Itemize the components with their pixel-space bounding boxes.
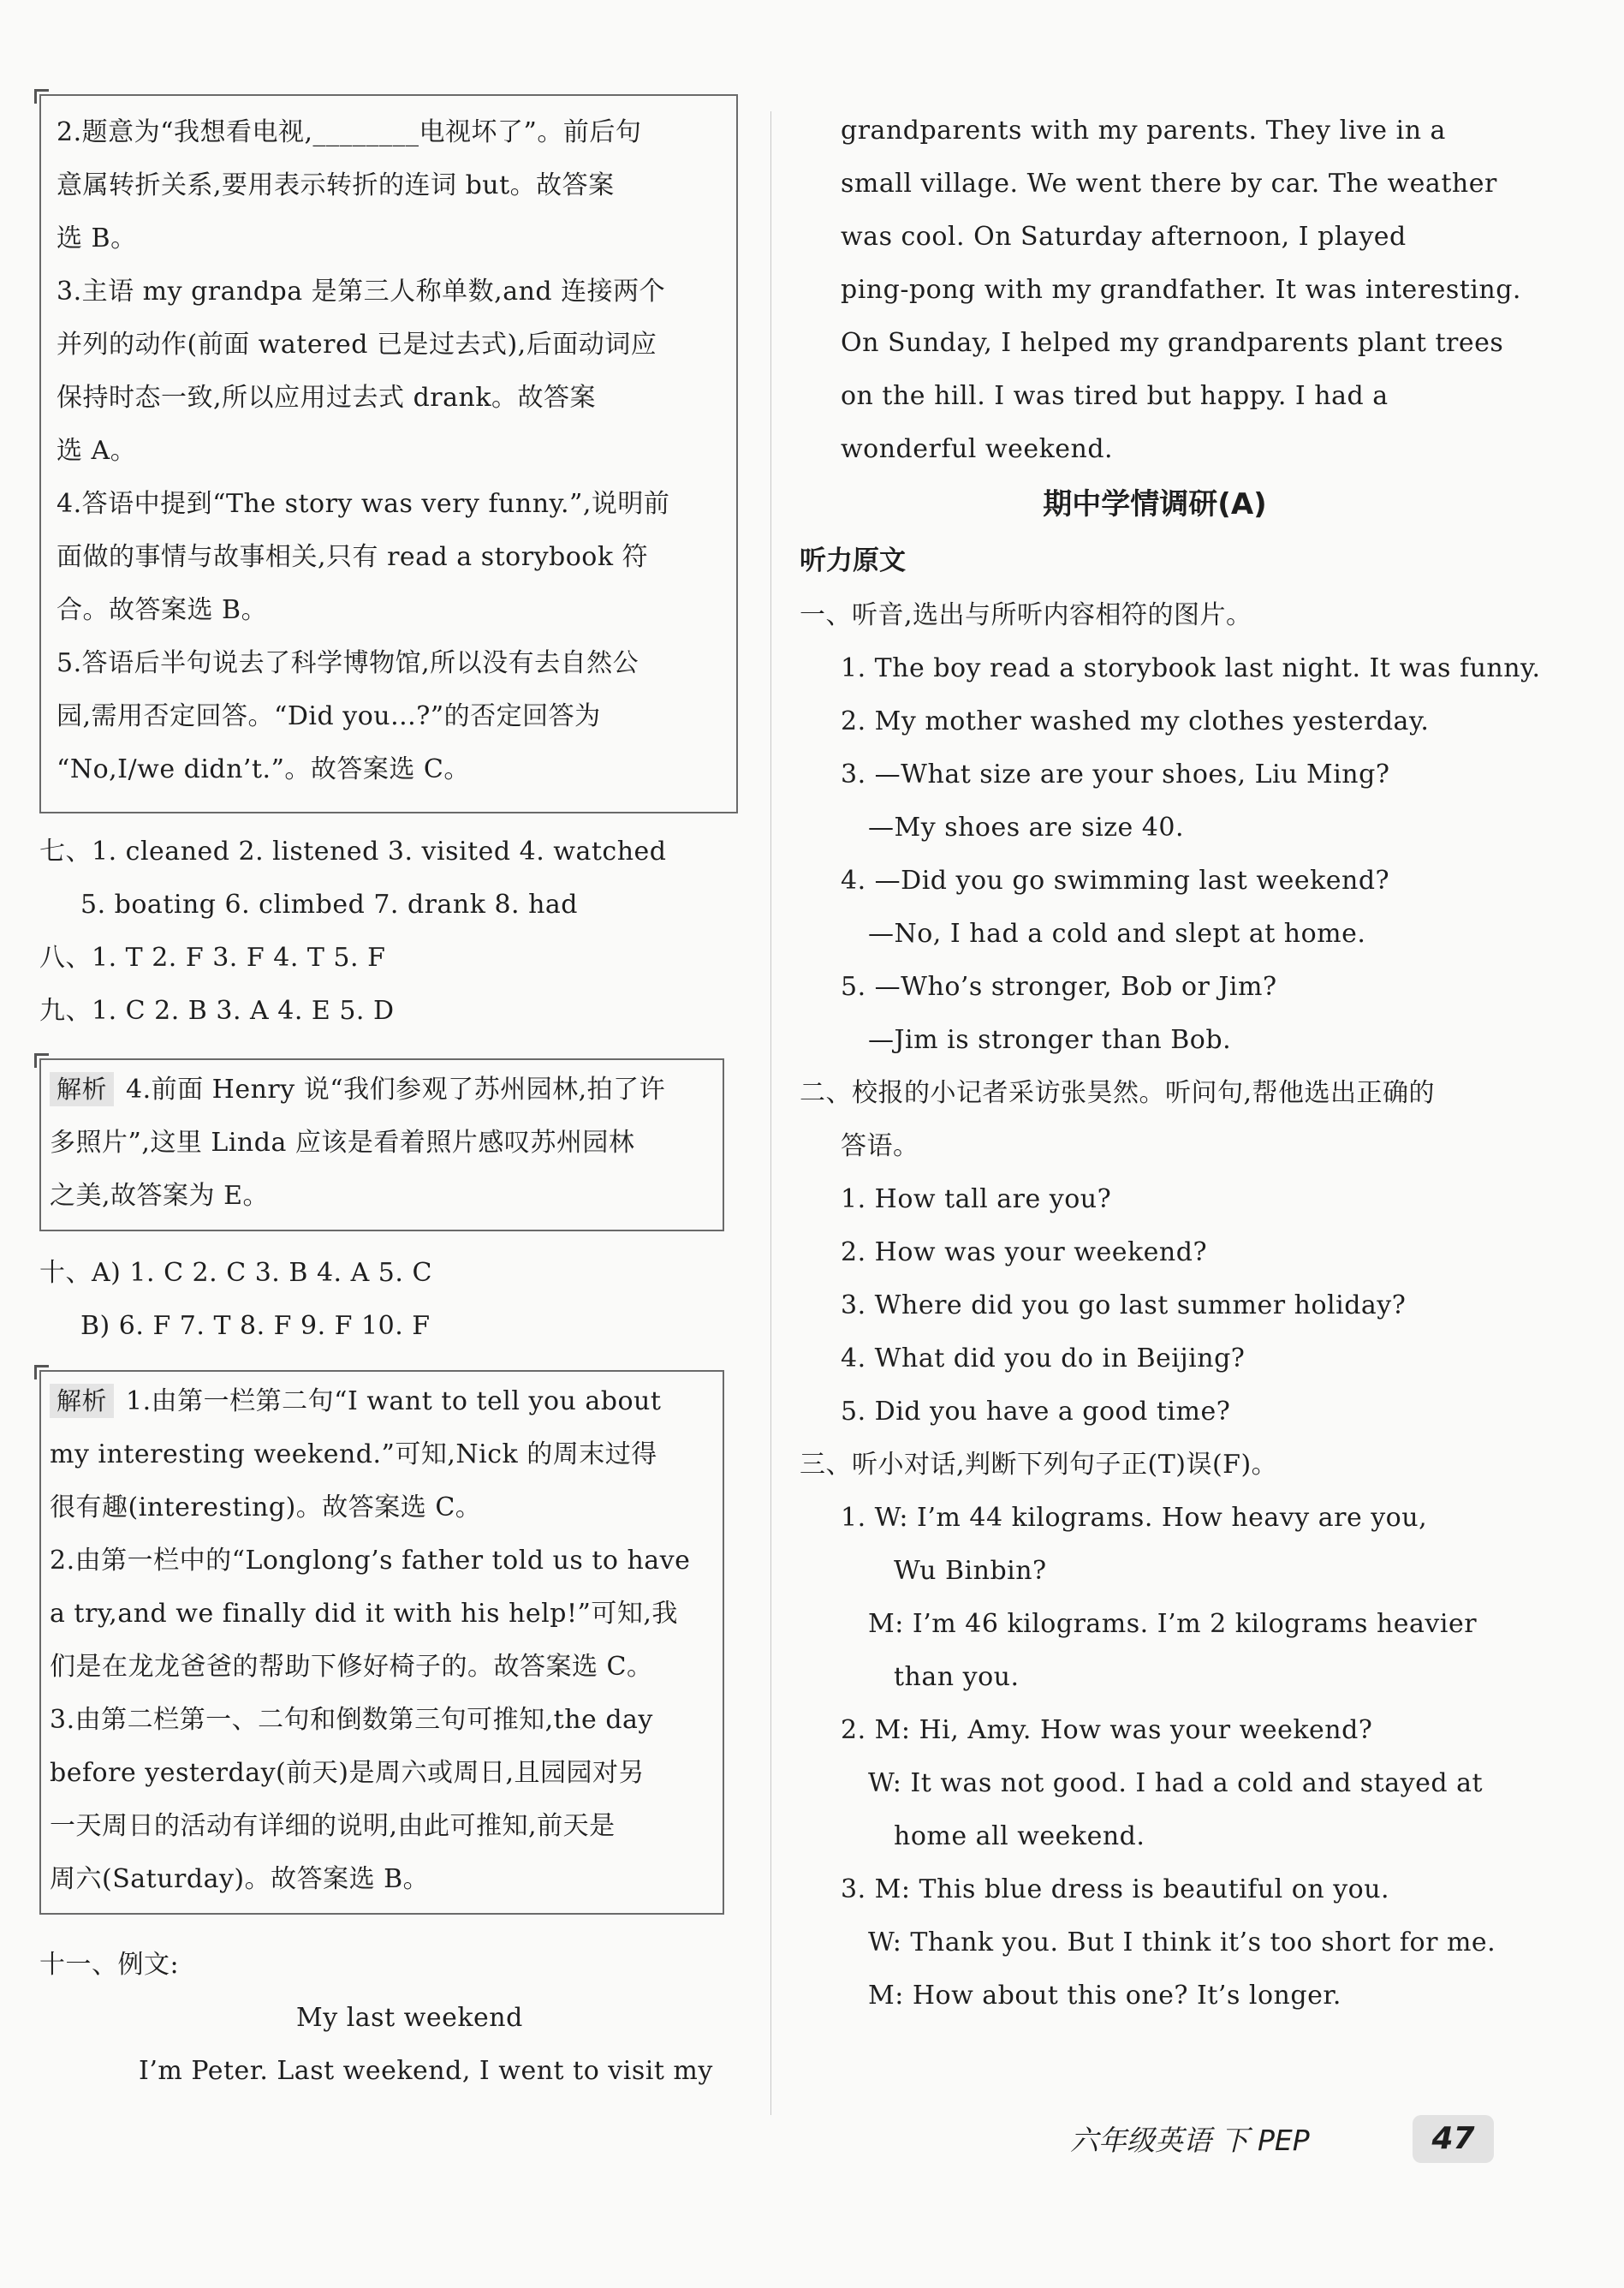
analysis-tag: 解析 (50, 1072, 114, 1106)
explanation-line (50, 1064, 707, 1117)
section-1-items (800, 642, 1541, 1067)
explanation-line: 之美,故答案为 E。 (50, 1181, 269, 1211)
box-corner-mark (34, 1365, 49, 1379)
essay-label: 十一、例文: (39, 1950, 180, 1980)
listening-item: 2. My mother washed my clothes yesterday. (841, 706, 1430, 736)
explanation-line: 2.题意为“我想看电视,________电视坏了”。前后句 (57, 117, 642, 147)
section-3-title: 三、听小对话,判断下列句子正(T)误(F)。 (800, 1450, 1278, 1480)
listening-item: 3. Where did you go last summer holiday? (841, 1290, 1407, 1320)
explanation-line: 面做的事情与故事相关,只有 read a storybook 符 (57, 542, 649, 572)
explanation-line: “No,I/we didn’t.”。故答案选 C。 (57, 754, 470, 784)
essay-first-line: I’m Peter. Last weekend, I went to visit my (139, 2056, 713, 2086)
answer-line: 八、1. T 2. F 3. F 4. T 5. F (39, 943, 386, 973)
essay-continuation (800, 104, 1521, 476)
answer-block-1 (39, 825, 741, 1038)
listening-item: —My shoes are size 40. (868, 813, 1184, 843)
explanation-line: a try,and we finally did it with his help!”可知,我 (50, 1599, 678, 1629)
explanation-line: 选 B。 (57, 223, 137, 253)
listening-item: 5. —Who’s stronger, Bob or Jim? (841, 972, 1277, 1002)
essay-line: was cool. On Saturday afternoon, I played (841, 222, 1407, 252)
section-3-items (800, 1492, 1510, 2023)
listening-item: 2. How was your weekend? (841, 1237, 1208, 1267)
answer-line: 5. boating 6. climbed 7. drank 8. had (80, 890, 579, 920)
listening-item: 1. The boy read a storybook last night. It was funny. (841, 653, 1541, 683)
explanation-line: 合。故答案选 B。 (57, 595, 268, 625)
explanation-line: 园,需用否定回答。“Did you...?”的否定回答为 (57, 701, 601, 731)
essay-line: wonderful weekend. (841, 434, 1114, 464)
essay-line: small village. We went there by car. The weather (841, 169, 1497, 199)
explanation-line: 3.由第二栏第一、二句和倒数第三句可推知,the day (50, 1705, 653, 1735)
explanation-text: 4.前面 Henry 说“我们参观了苏州园林,拍了许 (126, 1075, 666, 1105)
answer-line: B) 6. F 7. T 8. F 9. F 10. F (80, 1311, 431, 1341)
dialogue-line: Wu Binbin? (894, 1556, 1047, 1586)
dialogue-line: W: Thank you. But I think it’s too short for me. (868, 1928, 1496, 1957)
explanation-line: 很有趣(interesting)。故答案选 C。 (50, 1493, 482, 1522)
column-divider (770, 111, 771, 2115)
answer-line: 十、A) 1. C 2. C 3. B 4. A 5. C (39, 1258, 432, 1288)
book-footer-label: 六年级英语 下 PEP (1070, 2124, 1310, 2157)
listening-item: —No, I had a cold and slept at home. (868, 919, 1366, 949)
section-heading: 期中学情调研(A) (1043, 487, 1267, 521)
explanation-text: 1.由第一栏第二句“I want to tell you about (126, 1386, 662, 1416)
explanation-line: 们是在龙龙爸爸的帮助下修好椅子的。故答案选 C。 (50, 1652, 653, 1682)
dialogue-line: 2. M: Hi, Amy. How was your weekend? (841, 1715, 1373, 1745)
explanation-line: 并列的动作(前面 watered 已是过去式),后面动词应 (57, 330, 657, 360)
answer-block-2 (39, 1247, 741, 1353)
explanation-line: 4.答语中提到“The story was very funny.”,说明前 (57, 489, 670, 519)
explanation-line: 保持时态一致,所以应用过去式 drank。故答案 (57, 383, 597, 413)
explanation-line: 选 A。 (57, 436, 137, 466)
explanation-box-3 (39, 1370, 724, 1915)
analysis-tag: 解析 (50, 1384, 114, 1418)
answer-line: 七、1. cleaned 2. listened 3. visited 4. watched (39, 837, 667, 867)
essay-title: My last weekend (296, 2003, 523, 2033)
section-2-title (800, 1067, 1510, 1173)
dialogue-line: home all weekend. (894, 1821, 1145, 1851)
explanation-line: 多照片”,这里 Linda 应该是看着照片感叹苏州园林 (50, 1128, 635, 1158)
explanation-box-1 (39, 94, 738, 813)
listening-item: —Jim is stronger than Bob. (868, 1025, 1232, 1055)
section-1-title: 一、听音,选出与所听内容相符的图片。 (800, 600, 1252, 630)
section-2-title-line: 二、校报的小记者采访张昊然。听问句,帮他选出正确的 (800, 1078, 1436, 1108)
page-number: 47 (1413, 2115, 1494, 2163)
listening-item: 1. How tall are you? (841, 1184, 1112, 1214)
section-2-title-line: 答语。 (841, 1131, 919, 1161)
listening-item: 4. —Did you go swimming last weekend? (841, 866, 1390, 896)
explanation-line: 一天周日的活动有详细的说明,由此可推知,前天是 (50, 1811, 616, 1841)
explanation-line: 周六(Saturday)。故答案选 B。 (50, 1864, 430, 1894)
explanation-line: before yesterday(前天)是周六或周日,且园园对另 (50, 1758, 645, 1788)
explanation-line (50, 1375, 707, 1428)
answer-line: 九、1. C 2. B 3. A 4. E 5. D (39, 996, 395, 1026)
dialogue-line: 3. M: This blue dress is beautiful on you. (841, 1874, 1390, 1904)
explanation-box-2 (39, 1058, 724, 1231)
essay-line: On Sunday, I helped my grandparents plant trees (841, 328, 1504, 358)
listening-item: 3. —What size are your shoes, Liu Ming? (841, 760, 1390, 789)
listening-item: 5. Did you have a good time? (841, 1397, 1231, 1427)
essay-line: ping-pong with my grandfather. It was interesting. (841, 275, 1521, 305)
essay-line: grandparents with my parents. They live in a (841, 116, 1446, 146)
dialogue-line: W: It was not good. I had a cold and stayed at (868, 1768, 1484, 1798)
explanation-line: 2.由第一栏中的“Longlong’s father told us to have (50, 1546, 691, 1576)
explanation-line: 5.答语后半句说去了科学博物馆,所以没有去自然公 (57, 648, 639, 678)
listening-subhead: 听力原文 (800, 545, 906, 576)
dialogue-line: 1. W: I’m 44 kilograms. How heavy are you, (841, 1503, 1428, 1533)
listening-item: 4. What did you do in Beijing? (841, 1344, 1246, 1373)
dialogue-line: than you. (894, 1662, 1020, 1692)
explanation-line: 3.主语 my grandpa 是第三人称单数,and 连接两个 (57, 277, 666, 307)
right-column (800, 104, 1541, 2023)
dialogue-line: M: How about this one? It’s longer. (868, 1981, 1341, 2011)
section-2-items (800, 1173, 1510, 1439)
explanation-line: my interesting weekend.”可知,Nick 的周末过得 (50, 1439, 657, 1469)
box-corner-mark (34, 1053, 49, 1068)
box-corner-mark (34, 89, 49, 104)
essay-line: on the hill. I was tired but happy. I had a (841, 381, 1389, 411)
dialogue-line: M: I’m 46 kilograms. I’m 2 kilograms heavier (868, 1609, 1478, 1639)
explanation-line: 意属转折关系,要用表示转折的连词 but。故答案 (57, 170, 615, 200)
left-column (39, 94, 741, 2098)
